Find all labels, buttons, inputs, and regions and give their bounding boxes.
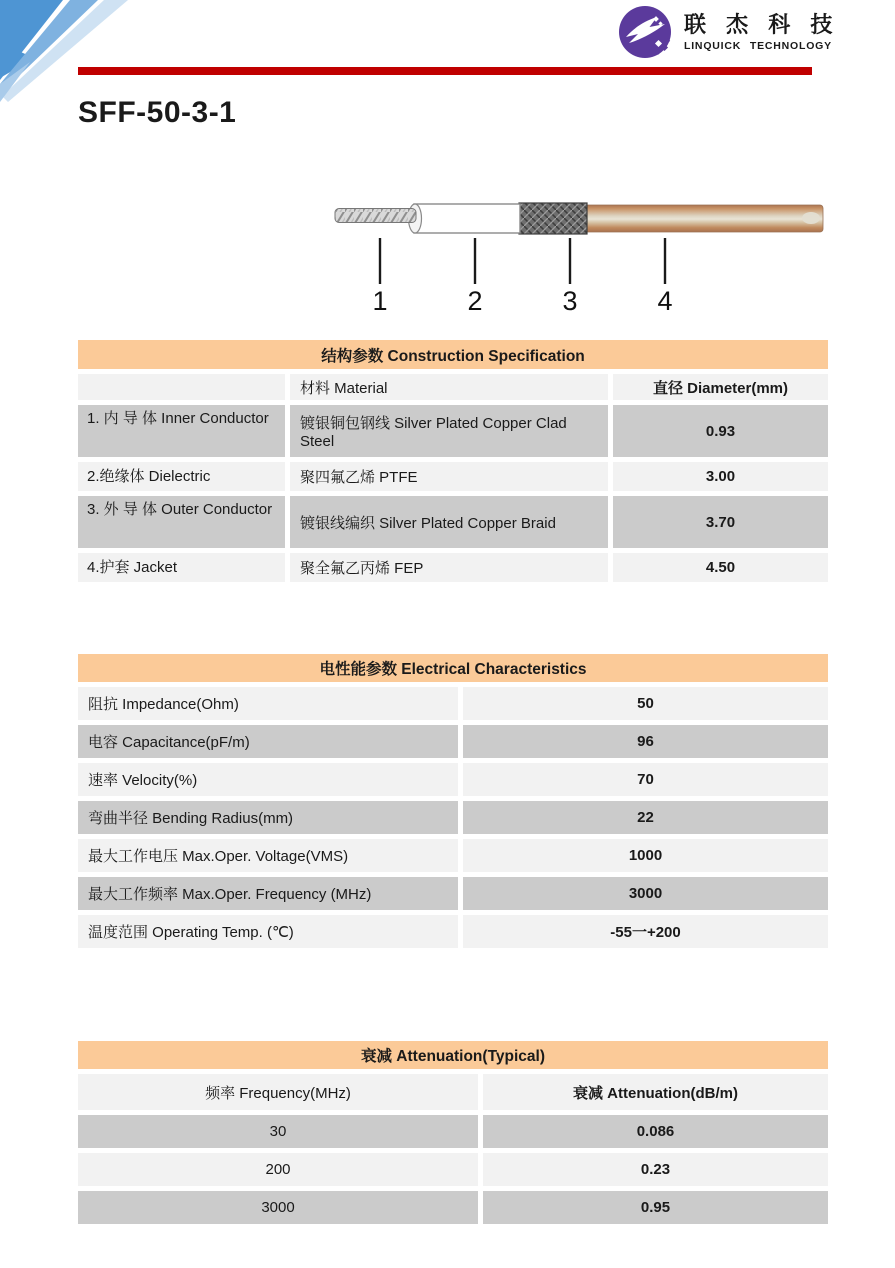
attenuation-row-frequency: 3000	[78, 1191, 478, 1224]
electrical-row-value: 1000	[463, 839, 828, 872]
electrical-row-label: 最大工作频率 Max.Oper. Frequency (MHz)	[78, 877, 458, 910]
attenuation-table	[78, 1041, 828, 1224]
electrical-row-label: 最大工作电压 Max.Oper. Voltage(VMS)	[78, 839, 458, 872]
construction-row-material: 聚全氟乙丙烯 FEP	[290, 553, 608, 582]
part-label-2: 2	[467, 286, 483, 316]
part-label-4: 4	[657, 286, 673, 316]
electrical-row-label: 弯曲半径 Bending Radius(mm)	[78, 801, 458, 834]
construction-row-material: 聚四氟乙烯 PTFE	[290, 462, 608, 491]
corner-ribbon-decoration	[0, 0, 140, 170]
attenuation-row-frequency: 30	[78, 1115, 478, 1148]
part-label-3: 3	[562, 286, 578, 316]
electrical-characteristics-table	[78, 654, 828, 948]
part-label-1: 1	[372, 286, 388, 316]
dielectric-section	[414, 204, 520, 233]
inner-conductor-section	[335, 209, 416, 223]
construction-row-name: 3. 外 导 体 Outer Conductor	[78, 496, 285, 548]
construction-row-diameter: 3.70	[613, 496, 828, 548]
electrical-row-label: 速率 Velocity(%)	[78, 763, 458, 796]
attenuation-col-frequency: 频率 Frequency(MHz)	[78, 1074, 478, 1110]
company-brand	[618, 5, 839, 63]
construction-row-diameter: 4.50	[613, 553, 828, 582]
construction-row-material: 镀银铜包钢线 Silver Plated Copper Clad Steel	[290, 405, 608, 457]
construction-row-name: 2.绝缘体 Dielectric	[78, 462, 285, 491]
electrical-row-label: 阻抗 Impedance(Ohm)	[78, 687, 458, 720]
electrical-row-value: 96	[463, 725, 828, 758]
header-red-divider	[78, 67, 812, 75]
electrical-row-value: 50	[463, 687, 828, 720]
company-logo-icon	[618, 5, 674, 63]
attenuation-col-attenuation: 衰减 Attenuation(dB/m)	[483, 1074, 828, 1110]
electrical-table-title: 电性能参数 Electrical Characteristics	[78, 654, 828, 682]
construction-row-name: 1. 内 导 体 Inner Conductor	[78, 405, 285, 457]
construction-col-material: 材料 Material	[290, 374, 608, 400]
attenuation-row-value: 0.086	[483, 1115, 828, 1148]
braid-section	[519, 203, 587, 234]
construction-row-name: 4.护套 Jacket	[78, 553, 285, 582]
construction-table-title: 结构参数 Construction Specification	[78, 340, 828, 369]
attenuation-row-value: 0.95	[483, 1191, 828, 1224]
company-name-en: LINQUICK TECHNOLOGY	[684, 40, 832, 52]
electrical-row-value: 70	[463, 763, 828, 796]
construction-row-material: 镀银线编织 Silver Plated Copper Braid	[290, 496, 608, 548]
construction-row-diameter: 3.00	[613, 462, 828, 491]
electrical-row-label: 电容 Capacitance(pF/m)	[78, 725, 458, 758]
jacket-section	[585, 205, 823, 232]
attenuation-row-value: 0.23	[483, 1153, 828, 1186]
cable-diagram	[300, 170, 860, 320]
construction-col-diameter: 直径 Diameter(mm)	[613, 374, 828, 400]
construction-row-diameter: 0.93	[613, 405, 828, 457]
electrical-row-value: 3000	[463, 877, 828, 910]
electrical-row-value: 22	[463, 801, 828, 834]
construction-spec-table	[78, 340, 828, 582]
electrical-row-value: -55一+200	[463, 915, 828, 948]
page-title: SFF-50-3-1	[78, 96, 237, 129]
company-name-cn: 联 杰 科 技	[684, 12, 840, 37]
construction-col-blank	[78, 374, 285, 400]
electrical-row-label: 温度范围 Operating Temp. (℃)	[78, 915, 458, 948]
company-name-block	[684, 5, 839, 52]
attenuation-table-title: 衰减 Attenuation(Typical)	[78, 1041, 828, 1069]
attenuation-row-frequency: 200	[78, 1153, 478, 1186]
